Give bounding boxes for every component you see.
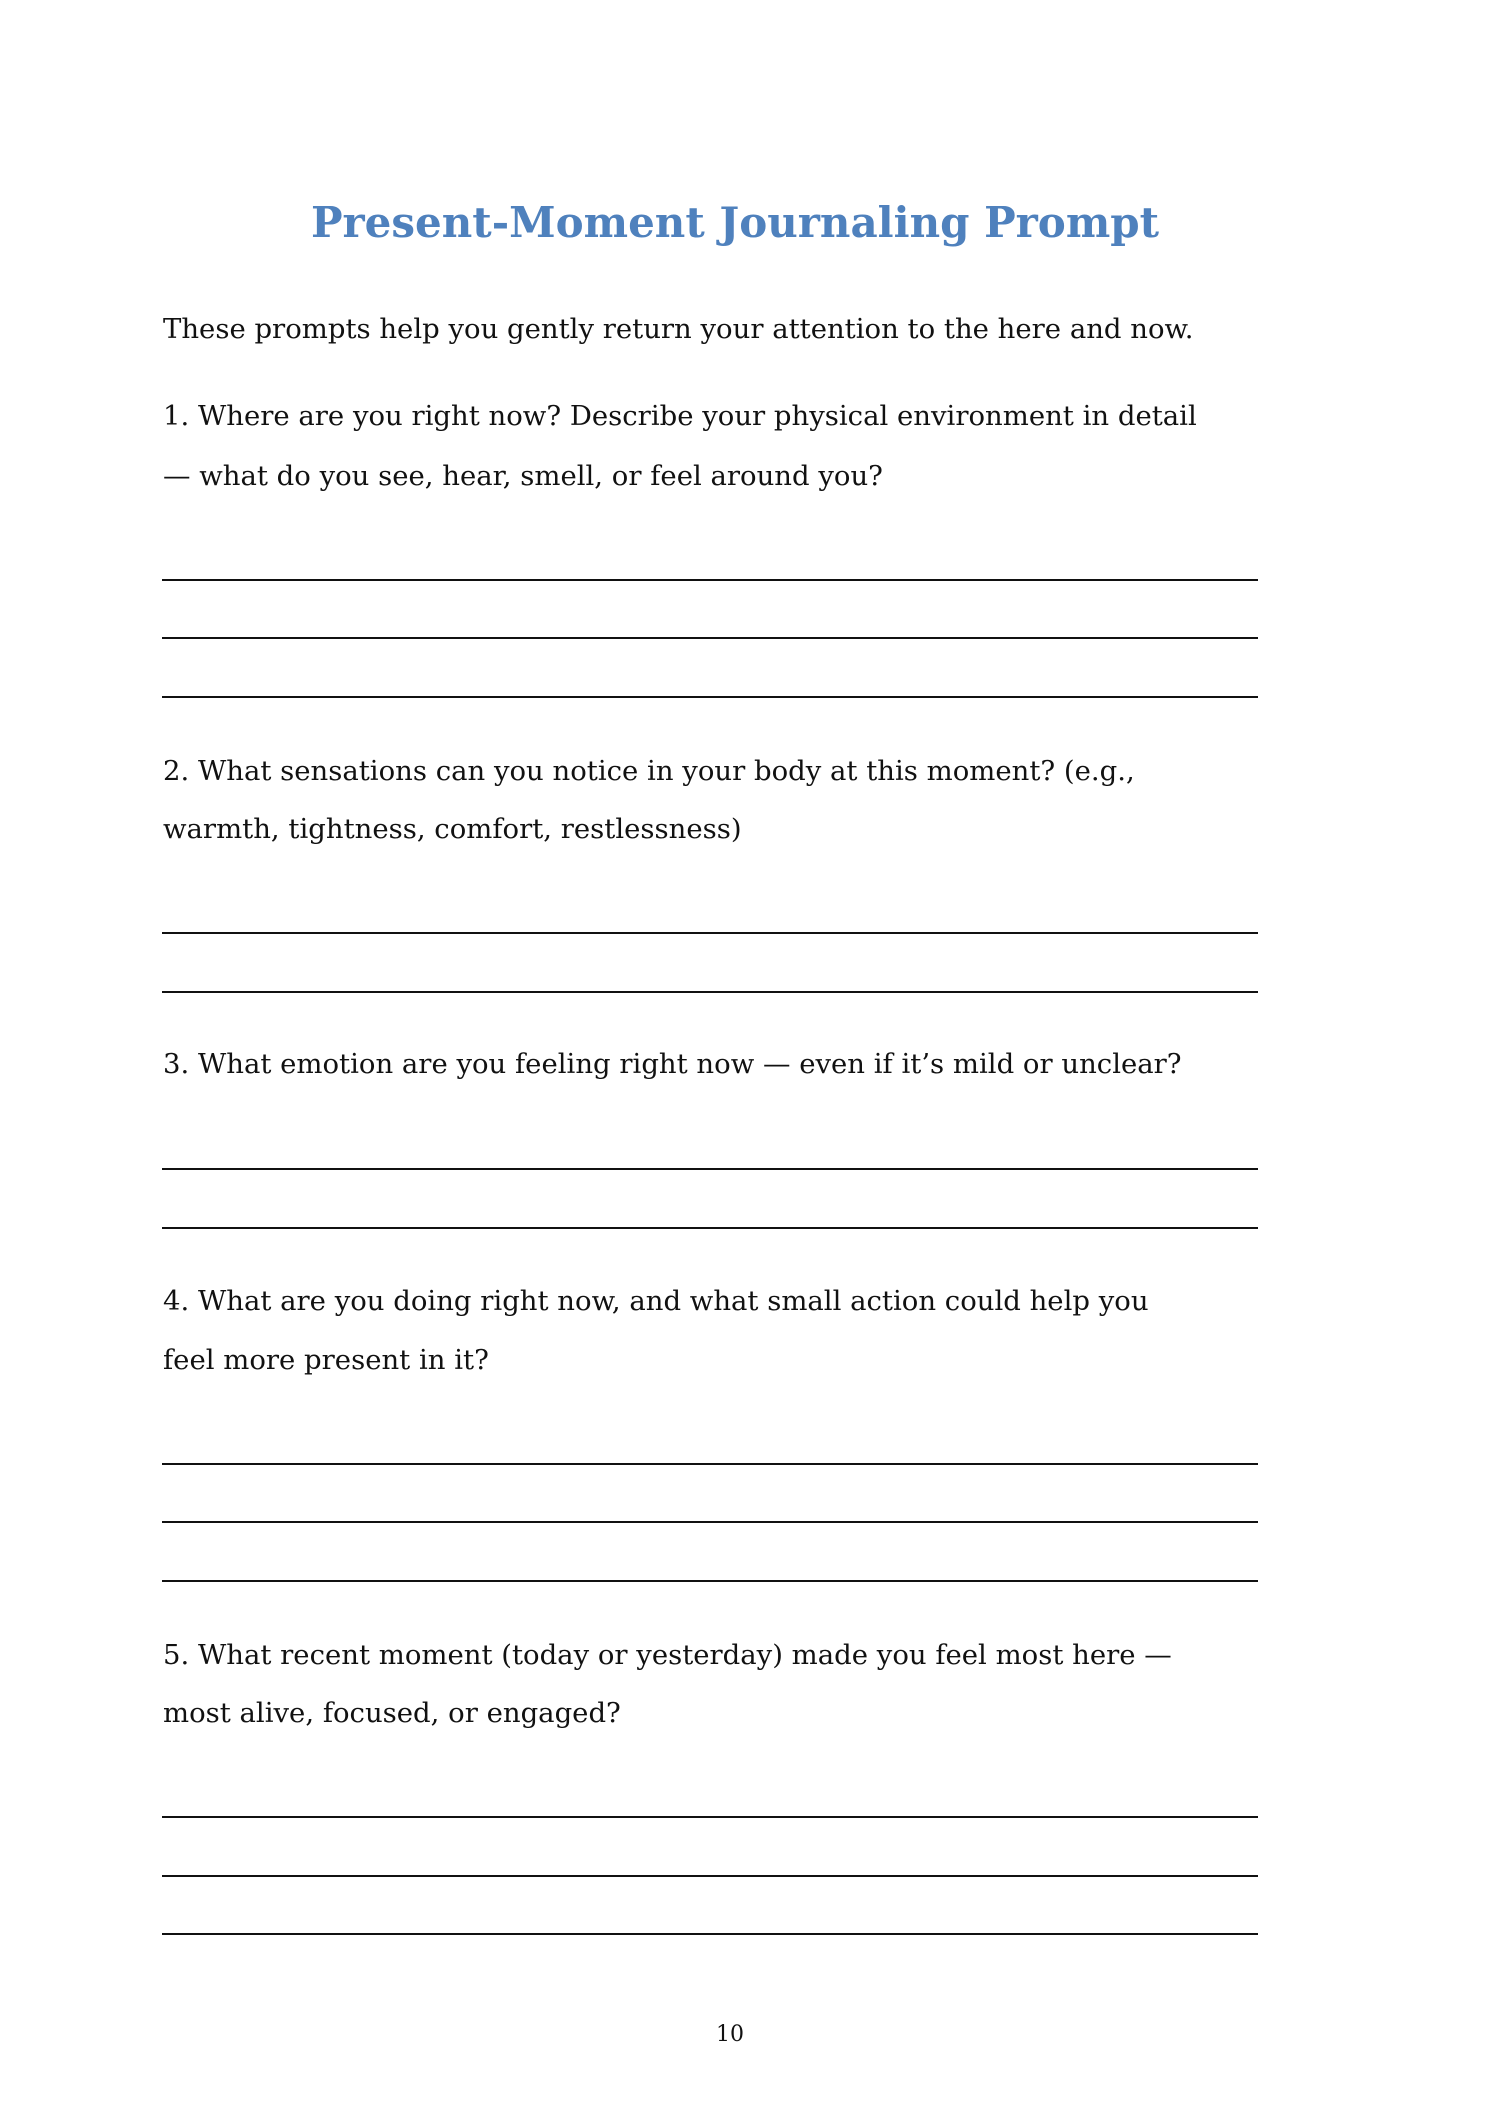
answer-line[interactable]	[162, 1816, 1258, 1818]
answer-line[interactable]	[162, 579, 1258, 581]
answer-line[interactable]	[162, 991, 1258, 993]
question-text: 3. What emotion are you feeling right now — even if it’s mild or unclear?	[163, 1048, 1182, 1080]
intro-text: These prompts help you gently return your attention to the here and now.	[163, 313, 1194, 345]
answer-line[interactable]	[162, 1521, 1258, 1523]
answer-line[interactable]	[162, 696, 1258, 698]
question-text: warmth, tightness, comfort, restlessness)	[163, 813, 742, 845]
answer-line[interactable]	[162, 1875, 1258, 1877]
answer-line[interactable]	[162, 1168, 1258, 1170]
question-text: 5. What recent moment (today or yesterday) made you feel most here —	[163, 1639, 1172, 1671]
question-text: most alive, focused, or engaged?	[163, 1697, 621, 1729]
page-title: Present-Moment Journaling Prompt	[310, 198, 1160, 247]
question-text: 2. What sensations can you notice in your body at this moment? (e.g.,	[163, 755, 1135, 787]
question-text: 4. What are you doing right now, and what small action could help you	[163, 1285, 1149, 1317]
page-number: 10	[716, 2022, 744, 2047]
answer-line[interactable]	[162, 1463, 1258, 1465]
answer-line[interactable]	[162, 932, 1258, 934]
question-text: 1. Where are you right now? Describe your physical environment in detail	[163, 400, 1197, 432]
answer-line[interactable]	[162, 1933, 1258, 1935]
answer-line[interactable]	[162, 1227, 1258, 1229]
answer-line[interactable]	[162, 637, 1258, 639]
answer-line[interactable]	[162, 1580, 1258, 1582]
question-text: — what do you see, hear, smell, or feel around you?	[163, 460, 883, 492]
question-text: feel more present in it?	[163, 1344, 489, 1376]
